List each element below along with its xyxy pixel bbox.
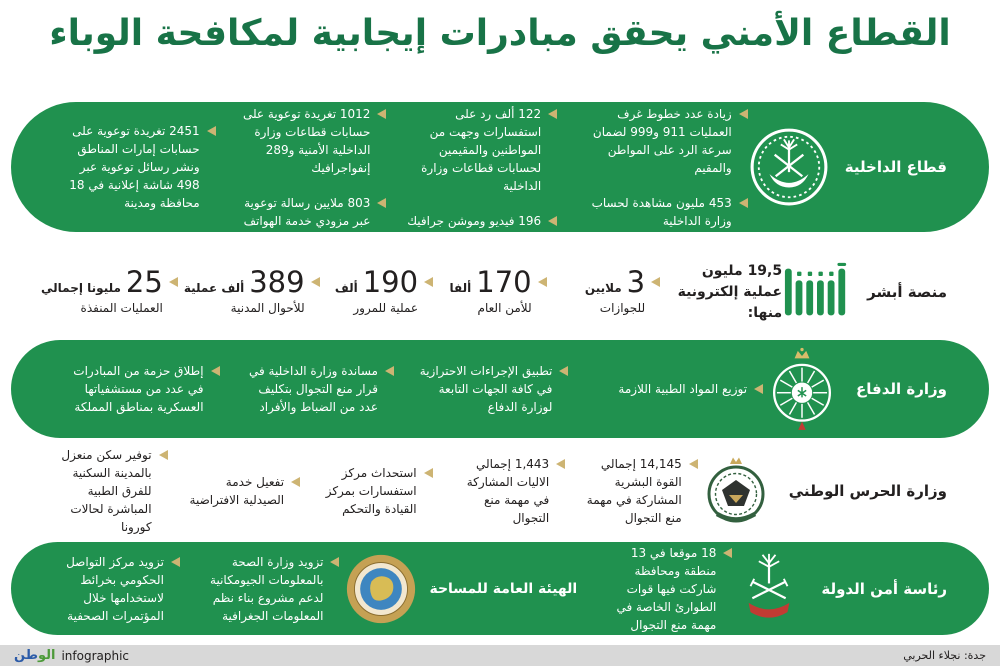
footer-bar <box>0 645 1000 666</box>
ng-item-4 <box>174 473 301 509</box>
bullet-icon <box>548 109 557 119</box>
bullet-icon <box>689 459 698 469</box>
stat-number: 3 <box>626 264 646 299</box>
interior-item-4-text: 196 فيديو وموشن جرافيك <box>407 213 542 228</box>
stat-number: 190 <box>362 264 419 299</box>
bullet-icon <box>207 126 216 136</box>
ng-item-5-text: توفير سكن منعزل بالمدينة السكنية للفرق الطبية المباشرة لحالات كورونا <box>61 448 152 534</box>
state-security-items <box>41 544 732 634</box>
survey-item-1-text: تزويد وزارة الصحة بالمعلومات الجيومكانية لدعم مشروع بناء نظم المعلومات الجغرافية <box>210 554 324 623</box>
interior-col-4 <box>41 122 216 212</box>
section-defense <box>11 340 989 438</box>
ng-item-1 <box>571 455 698 527</box>
alwatan-wordmark: الوطن <box>14 648 56 663</box>
survey-item-1 <box>186 553 340 625</box>
bullet-icon <box>739 198 748 208</box>
defense-item-1 <box>574 380 763 398</box>
stat-number: 170 <box>476 264 532 299</box>
ss-item-1 <box>583 544 732 634</box>
org-defense-label: وزارة الدفاع <box>856 380 947 398</box>
defense-item-4-text: إطلاق حزمة من المبادرات في عدد من مستشفياتها العسكرية بمناطق المملكة <box>73 364 204 414</box>
interior-item-6-text: 803 ملايين رسالة توعوية عبر مزودي خدمة الهواتف <box>243 195 371 228</box>
stat-unit: ألفا <box>449 280 472 295</box>
interior-item-5-text: 1012 تغريدة توعوية على حسابات قطاعات وزارة الداخلية الأمنية و289 إنفواجرافيك <box>242 106 371 175</box>
org-interior-label: قطاع الداخلية <box>844 158 947 176</box>
bullet-icon <box>651 277 660 287</box>
org-state-security <box>732 549 947 629</box>
org-state-security-label: رئاسة أمن الدولة <box>821 579 947 598</box>
mod-emblem-icon <box>763 346 841 432</box>
defense-item-3 <box>226 362 394 416</box>
bullet-icon <box>754 384 763 394</box>
ng-item-5 <box>41 446 168 536</box>
bullet-icon <box>291 477 300 487</box>
defense-item-1-text: توزيع المواد الطبية اللازمة <box>618 382 748 396</box>
interior-item-7 <box>41 122 216 212</box>
bullet-icon <box>538 277 547 287</box>
absher-stats <box>41 264 660 316</box>
org-defense <box>763 346 947 432</box>
interior-col-2 <box>392 105 557 230</box>
defense-items <box>41 362 763 416</box>
bullet-icon <box>556 459 565 469</box>
interior-item-2-text: 453 مليون مشاهدة لحساب وزارة الداخلية <box>591 195 732 228</box>
survey-item-2 <box>41 553 180 625</box>
stat-unit: ألف <box>334 280 358 295</box>
interior-item-6 <box>222 194 387 230</box>
bullet-icon <box>723 548 732 558</box>
org-survey-authority <box>345 553 577 625</box>
byline: جدة: نجلاء الحربي <box>903 649 986 662</box>
bullet-icon <box>559 366 568 376</box>
org-national-guard-label: وزارة الحرس الوطني <box>788 482 947 500</box>
absher-stat-total <box>41 264 178 316</box>
interior-item-1 <box>563 105 748 177</box>
interior-item-5 <box>222 105 387 177</box>
bullet-icon <box>211 366 220 376</box>
ng-item-3 <box>306 464 433 518</box>
org-survey-authority-label: الهيئة العامة للمساحة <box>429 580 578 597</box>
absher-stat-passports <box>553 264 661 316</box>
stat-unit: ألف عملية <box>183 280 245 295</box>
stat-number: 25 <box>125 264 163 299</box>
ng-item-1-text: 14,145 إجمالي القوة البشرية المشاركة في مهمة منع التجوال <box>586 457 682 525</box>
absher-lead: 19,5 مليون عملية إلكترونية منها: <box>677 262 783 321</box>
bullet-icon <box>311 277 320 287</box>
interior-item-4 <box>392 212 557 230</box>
org-interior <box>748 126 947 208</box>
bullet-icon <box>171 557 180 567</box>
org-national-guard <box>698 453 947 529</box>
section-absher <box>11 246 989 338</box>
moi-emblem-icon <box>748 126 830 208</box>
bullet-icon <box>739 109 748 119</box>
national-guard-items <box>41 446 698 536</box>
absher-logo-icon <box>782 262 852 322</box>
ng-item-4-text: تفعيل خدمة الصيدلية الافتراضية <box>189 475 285 507</box>
interior-item-1-text: زيادة عدد خطوط غرف العمليات 911 و999 لضمان سرعة الرد على المواطن والمقيم <box>592 106 732 175</box>
stat-desc: العمليات المنفذة <box>80 300 163 315</box>
stat-number: 389 <box>249 264 305 299</box>
ss-item-1-text: 18 موقعا في 13 منطقة ومحافظة شاركت فيها قوات الطوارئ الخاصة في مهمة منع التجوال <box>616 545 717 632</box>
bullet-icon <box>424 468 433 478</box>
bullet-icon <box>169 277 178 287</box>
ng-item-2-text: 1,443 إجمالي الاليات المشاركة في مهمة منع التجوال <box>466 457 550 525</box>
section-national-guard <box>11 442 989 540</box>
national-guard-emblem-icon <box>698 453 774 529</box>
state-security-emblem-icon <box>732 549 806 629</box>
org-absher <box>782 262 947 322</box>
page-title: القطاع الأمني يحقق مبادرات إيجابية لمكافحة الوباء <box>49 13 951 54</box>
stat-unit: مليونا إجمالي <box>41 280 121 295</box>
defense-item-3-text: مساندة وزارة الداخلية في قرار منع التجوال بتكليف عدد من الضباط والأفراد <box>249 364 378 414</box>
stat-desc: للجوازات <box>599 300 646 315</box>
defense-item-2-text: تطبيق الإجراءات الاحترازية في كافة الجهات التابعة لوزارة الدفاع <box>419 364 553 414</box>
ng-item-2 <box>439 455 566 527</box>
bullet-icon <box>159 450 168 460</box>
survey-item-2-text: تزويد مركز التواصل الحكومي بخرائط لاستخدامها خلال المؤتمرات الصحفية <box>66 554 164 623</box>
interior-items <box>41 105 748 230</box>
ng-item-3-text: استحداث مركز استفسارات بمركز القيادة والتحكم <box>325 466 417 516</box>
absher-stat-civil-affairs <box>183 264 320 316</box>
defense-item-2 <box>400 362 568 416</box>
interior-item-3-text: 122 ألف رد على استفسارات وجهت من المواطنين والمقيمين لحسابات قطاعات وزارة الداخلية <box>421 106 542 193</box>
absher-stat-traffic <box>326 264 434 316</box>
org-absher-label: منصة أبشر <box>867 283 947 301</box>
interior-item-3 <box>392 105 557 195</box>
interior-item-2 <box>563 194 748 230</box>
survey-authority-logo-icon <box>345 553 417 625</box>
stat-unit: ملايين <box>584 280 622 295</box>
absher-stat-public-security <box>439 264 547 316</box>
bullet-icon <box>548 216 557 226</box>
alwatan-brand-logo <box>14 648 129 663</box>
section-interior <box>11 102 989 232</box>
interior-item-7-text: 2451 تغريدة توعوية على حسابات إمارات المناطق ونشر رسائل توعوية عبر 498 شاشة إعلانية في 18 محافظة ومدينة <box>69 124 200 210</box>
bullet-icon <box>424 277 433 287</box>
stat-desc: للأمن العام <box>477 300 532 315</box>
bullet-icon <box>377 198 386 208</box>
bullet-icon <box>330 557 339 567</box>
defense-item-4 <box>41 362 220 416</box>
stat-desc: للأحوال المدنية <box>230 300 305 315</box>
infographic-label: infographic <box>61 648 130 663</box>
section-state-security <box>11 542 989 635</box>
stat-desc: عملية للمرور <box>353 300 419 315</box>
interior-col-3 <box>222 105 387 230</box>
bullet-icon <box>377 109 386 119</box>
interior-col-1 <box>563 105 748 230</box>
bullet-icon <box>385 366 394 376</box>
